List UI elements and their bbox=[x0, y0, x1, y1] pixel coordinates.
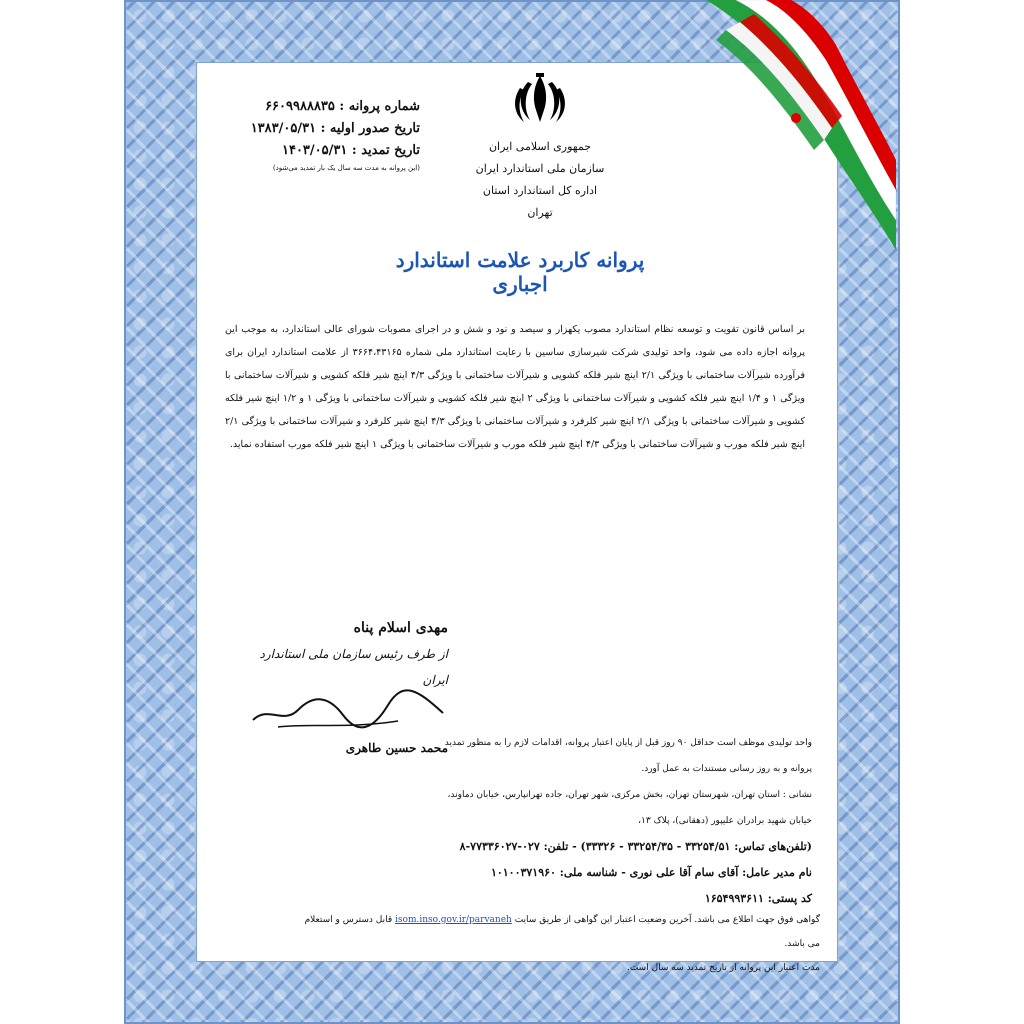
verify-suffix: قابل دسترس و استعلام می باشد. bbox=[304, 915, 820, 949]
renewal-note: (این پروانه به مدت سه سال یک بار تمدید می‌شود) bbox=[272, 164, 420, 172]
renewal-date: تاریخ تمدید : ۱۴۰۳/۰۵/۳۱ bbox=[281, 143, 420, 158]
verification-line bbox=[300, 908, 820, 956]
certificate-title: پروانه کاربرد علامت استاندارد اجباری bbox=[395, 248, 645, 296]
company-address: نشانی : استان تهران، شهرستان تهران، بخش مرکزی، شهر تهران، جاده تهرانپارس، خیابان دماوند، خیابان شهید برادران علیپور (دهقانی)، پلاک ۱۳، bbox=[447, 790, 812, 826]
certificate-body: بر اساس قانون تقویت و توسعه نظام استاندارد مصوب یکهزار و سیصد و نود و شش و در اجرای مصوبات شورای عالی استاندارد، به موجب این پروانه اجازه داده می شود، واحد تولیدی شرکت شیرسازی ساسین با رعایت استاندارد ملی شماره ۳۶۶۴،۴۳۱۶۵ از علامت استاندارد ایران برای فرآورده شیرآلات ساختمانی با ویژگی ۲/۱ اینچ شیر فلکه کشویی و شیرآلات ساختمانی با ویژگی ۴/۳ اینچ شیر فلکه کشویی و شیرآلات ساختمانی با ویژگی ۱ و ۱/۴ اینچ شیر فلکه کشویی و شیرآلات ساختمانی با ویژگی ۲ اینچ شیر فلکه کشویی و شیرآلات ساختمانی با ویژگی ۱ و ۱/۲ اینچ شیر فلکه کشویی و شیرآلات ساختمانی با ویژگی ۲/۱ اینچ شیر کلرفرد و شیرآلات ساختمانی با ویژگی ۴/۳ اینچ شیر کلرفرد و شیرآلات ساختمانی با ویژگی ۲/۱ اینچ شیر فلکه مورب و شیرآلات ساختمانی با ویژگی ۴/۳ اینچ شیر فلکه مورب و شیرآلات ساختمانی با ویژگی ۱ اینچ شیر فلکه مورب استفاده نماید. bbox=[225, 324, 806, 450]
signer-role: از طرف رئیس سازمان ملی استاندارد ایران bbox=[259, 647, 448, 687]
verify-prefix: گواهی فوق جهت اطلاع می باشد. آخرین وضعیت اعتبار این گواهی از طریق سایت bbox=[514, 915, 820, 925]
iran-flag-icon bbox=[696, 0, 896, 260]
signatory-name: محمد حسین طاهری bbox=[345, 741, 448, 755]
verification-footer bbox=[300, 908, 820, 980]
iran-emblem-icon bbox=[510, 70, 570, 130]
signer-name: مهدی اسلام پناه bbox=[353, 620, 448, 636]
license-reference bbox=[250, 96, 420, 174]
company-info bbox=[440, 730, 812, 912]
issuer-header bbox=[470, 70, 610, 224]
validity-period: مدت اعتبار این پروانه از تاریخ تمدید سه سال است. bbox=[626, 963, 820, 973]
renewal-notice: واحد تولیدی موظف است حداقل ۹۰ روز قبل از پایان اعتبار پروانه، اقدامات لازم را به منظور تمدید پروانه و به روز رسانی مستندات به عمل آورد. bbox=[444, 738, 812, 774]
office-name: اداره کل استاندارد استان تهران bbox=[482, 184, 598, 219]
license-number: شماره پروانه : ۶۶۰۹۹۸۸۸۳۵ bbox=[265, 99, 420, 114]
company-manager: نام مدیر عامل: آقای سام آقا علی نوری - شناسه ملی: ۱۰۱۰۰۳۷۱۹۶۰ bbox=[490, 866, 812, 879]
handwritten-signature bbox=[248, 685, 448, 735]
country-name: جمهوری اسلامی ایران bbox=[488, 140, 592, 153]
signature-block bbox=[238, 615, 448, 761]
first-issue-date: تاریخ صدور اولیه : ۱۳۸۳/۰۵/۳۱ bbox=[250, 121, 420, 136]
postal-code: کد پستی: ۱۶۵۴۹۹۳۶۱۱ bbox=[704, 892, 812, 905]
company-phone: (تلفن‌های تماس: ۳۳۲۵۴/۵۱ - ۳۳۲۵۴/۳۵ - ۳۳۳۲۶) - تلفن: ۰۲۷-۷۷۳۳۶۰۲۷-۸ bbox=[459, 840, 812, 853]
verification-link[interactable]: isom.inso.gov.ir/parvaneh bbox=[395, 915, 512, 925]
organization-name: سازمان ملی استاندارد ایران bbox=[475, 162, 605, 175]
